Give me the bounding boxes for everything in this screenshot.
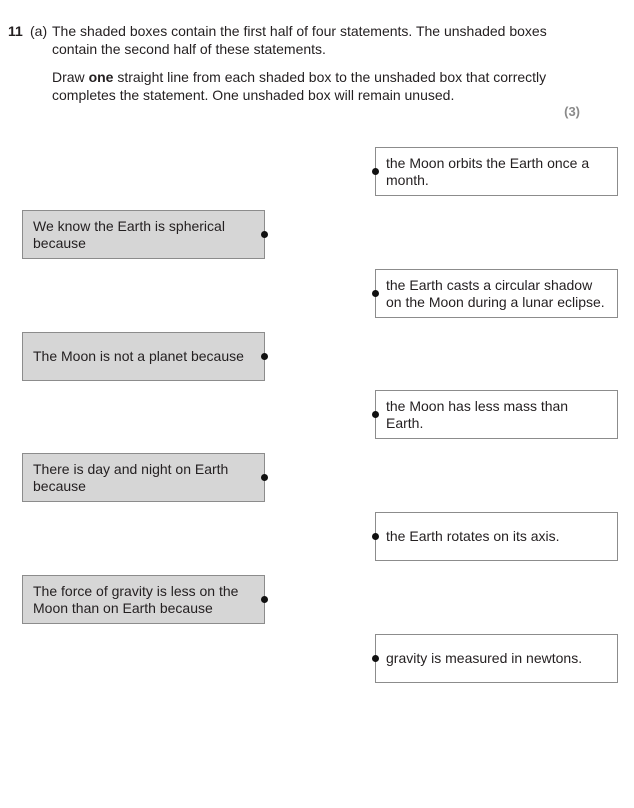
ending-text: the Earth rotates on its axis. [386, 528, 560, 544]
question-part: (a) [30, 23, 48, 39]
question-instruction [52, 68, 572, 104]
question-number: 11 [8, 23, 23, 39]
connection-dot[interactable] [261, 596, 268, 603]
ending-text: gravity is measured in newtons. [386, 650, 583, 666]
ending-box-5[interactable] [375, 634, 618, 683]
instruction-text-end: straight line from each shaded box to the unshaded box that correctly completes the statement. One unshaded box will remain unused. [52, 69, 547, 103]
stem-text: There is day and night on Earth because [33, 460, 229, 494]
ending-box-4[interactable] [375, 512, 618, 561]
stem-box-1[interactable] [22, 210, 265, 259]
connection-dot[interactable] [372, 655, 379, 662]
instruction-text-start: Draw [52, 69, 89, 85]
ending-box-3[interactable] [375, 390, 618, 439]
ending-box-2[interactable] [375, 269, 618, 318]
stem-box-2[interactable] [22, 332, 265, 381]
question-intro: The shaded boxes contain the first half of four statements. The unshaded boxes contain the second half of these statements. [52, 23, 547, 57]
stem-text: We know the Earth is spherical because [33, 217, 225, 251]
ending-text: the Moon orbits the Earth once a month. [386, 154, 590, 188]
marks-label: (3) [564, 104, 580, 119]
connection-dot[interactable] [261, 353, 268, 360]
ending-box-1[interactable] [375, 147, 618, 196]
stem-box-4[interactable] [22, 575, 265, 624]
stem-box-3[interactable] [22, 453, 265, 502]
stem-text: The Moon is not a planet because [33, 348, 244, 364]
instruction-emphasis: one [88, 69, 114, 85]
connection-dot[interactable] [372, 411, 379, 418]
connection-dot[interactable] [261, 474, 268, 481]
ending-text: the Moon has less mass than Earth. [386, 397, 569, 431]
stem-text: The force of gravity is less on the Moon than on Earth because [33, 582, 239, 616]
connection-dot[interactable] [261, 231, 268, 238]
connection-dot[interactable] [372, 168, 379, 175]
ending-text: the Earth casts a circular shadow on the Moon during a lunar eclipse. [386, 276, 605, 310]
connection-dot[interactable] [372, 290, 379, 297]
connection-dot[interactable] [372, 533, 379, 540]
